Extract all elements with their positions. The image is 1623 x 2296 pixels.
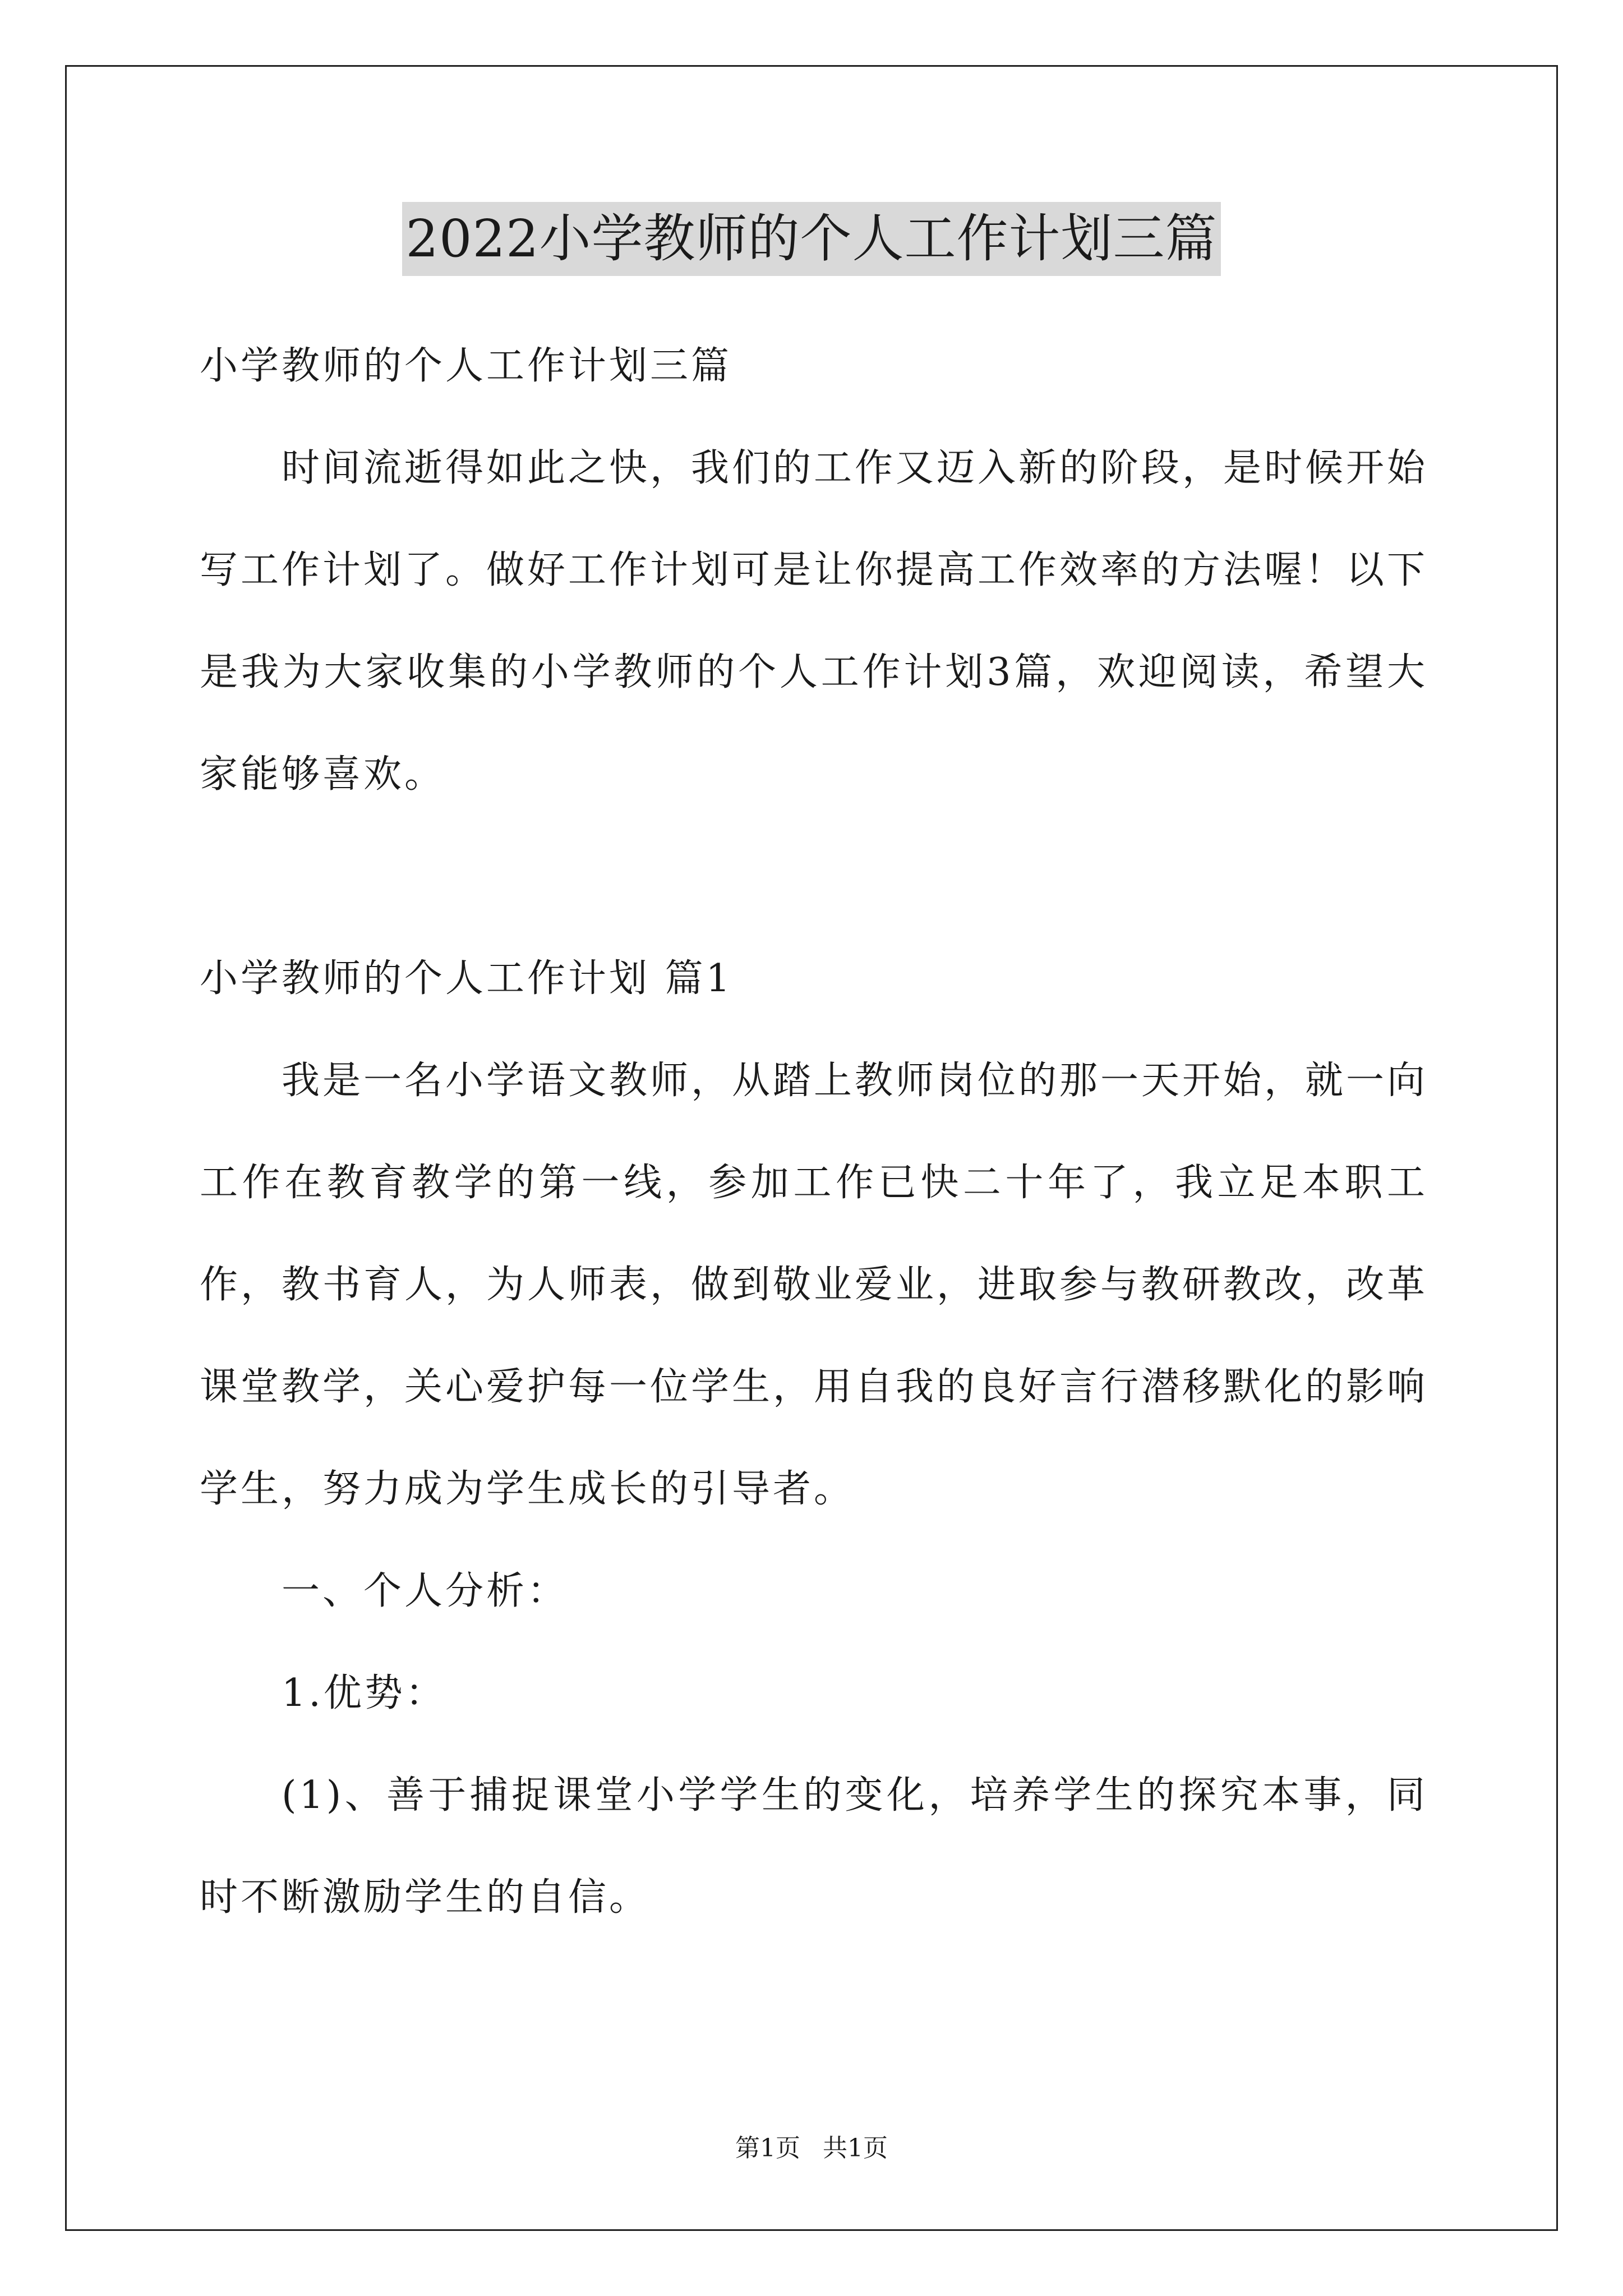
page-number: 第1页 — [735, 2134, 800, 2162]
page-total: 共1页 — [823, 2134, 888, 2162]
title-container — [0, 202, 1623, 276]
subtitle-paragraph: 小学教师的个人工作计划三篇 — [200, 344, 732, 388]
advantage-heading: 1.优势： — [282, 1671, 446, 1715]
body-paragraph: 我是一名小学语文教师，从踏上教师岗位的那一天开始，就一向工作在教育教学的第一线，参加工作已快二十年了，我立足本职工作，教书育人，为人师表，做到敬业爱业，进取参与教研教改，改革课堂教学，关心爱护每一位学生，用自我的良好言行潜移默化的影响学生，努力成为学生成长的引导者。 — [200, 1059, 1428, 1511]
intro-paragraph: 时间流逝得如此之快，我们的工作又迈入新的阶段，是时候开始写工作计划了。做好工作计划可是让你提高工作效率的方法喔！以下是我为大家收集的小学教师的个人工作计划3篇，欢迎阅读，希望大家能够喜欢。 — [200, 446, 1428, 797]
document-body — [200, 315, 1428, 1949]
paragraph-gap — [200, 826, 1428, 928]
section-heading: 小学教师的个人工作计划 篇1 — [200, 956, 733, 1001]
analysis-heading: 一、个人分析： — [282, 1569, 569, 1613]
advantage-item-1: (1)、善于捕捉课堂小学学生的变化，培养学生的探究本事，同时不断激励学生的自信。 — [200, 1773, 1428, 1920]
page-footer — [0, 2132, 1623, 2165]
document-title: 2022小学教师的个人工作计划三篇 — [402, 202, 1220, 276]
